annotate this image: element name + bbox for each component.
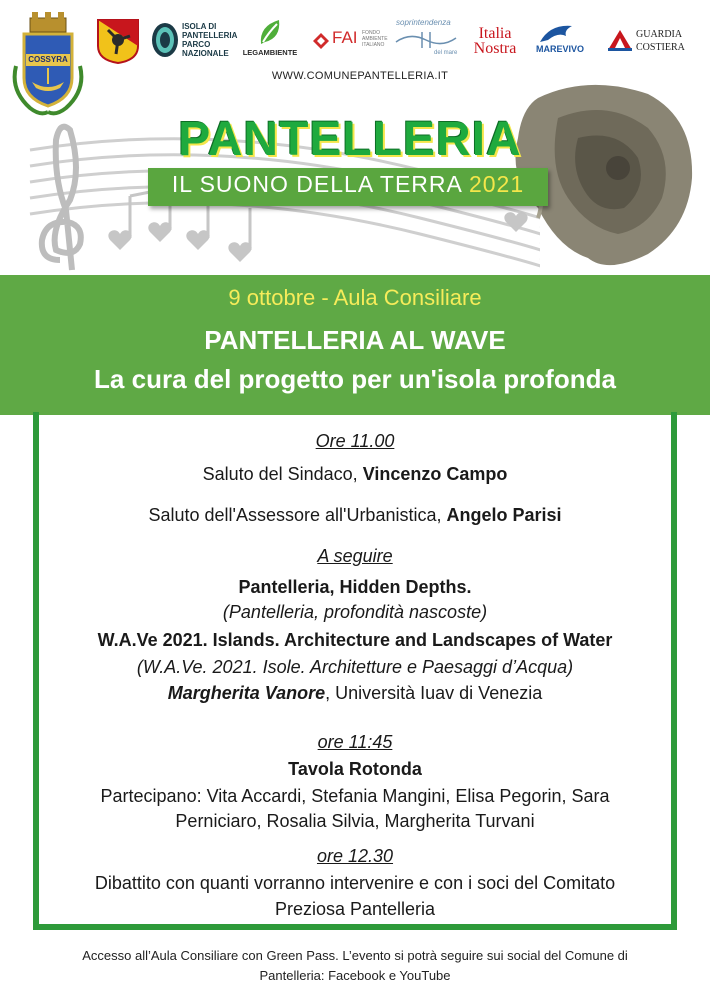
talk-title-2: W.A.Ve 2021. Islands. Architecture and Landscapes of Water — [97, 630, 613, 650]
program-time-following: A seguire — [317, 546, 393, 566]
fai-logo — [310, 26, 390, 56]
website-link[interactable]: WWW.COMUNEPANTELLERIA.IT — [271, 70, 449, 82]
event-header-band — [0, 275, 710, 415]
parco-label: ISOLA DI PANTELLERIA PARCO NAZIONALE — [182, 22, 238, 58]
talk-title-2-translation: (W.A.Ve. 2021. Isole. Architetture e Paesaggi d’Acqua) — [136, 657, 574, 677]
talk-title-1: Pantelleria, Hidden Depths. — [238, 577, 472, 597]
event-subheading: La cura del progetto per un'isola profonda — [94, 364, 616, 394]
legambiente-label: LEGAMBIENTE — [242, 48, 298, 57]
guardia-costiera-logo — [606, 24, 706, 58]
subtitle-year: 2021 — [468, 171, 525, 197]
soprintendenza-label: soprintendenza — [396, 18, 451, 27]
crest-label: COSSYRA — [28, 55, 68, 64]
subtitle-text: IL SUONO DELLA TERRA — [171, 171, 462, 197]
event-heading: PANTELLERIA AL WAVE — [204, 325, 506, 355]
page-title: PANTELLERIA — [178, 113, 522, 166]
fai-label: FAI — [332, 28, 358, 47]
logo-strip — [0, 0, 710, 70]
round-table-title: Tavola Rotonda — [288, 759, 422, 779]
talk-title-1-translation: (Pantelleria, profondità nascoste) — [222, 602, 488, 622]
fai-sublabel: FONDO AMBIENTE ITALIANO — [362, 30, 388, 48]
guardia-line1: GUARDIA — [636, 29, 683, 40]
speaker-affiliation: , Università Iuav di Venezia — [325, 683, 543, 703]
assessor-name: Angelo Parisi — [446, 505, 562, 525]
pantelleria-crest-logo — [8, 8, 88, 120]
subtitle — [148, 171, 548, 198]
greeting-assessor — [0, 505, 710, 526]
program-time-1230: ore 12.30 — [316, 846, 394, 866]
greeting-mayor — [0, 464, 710, 485]
legambiente-logo — [238, 18, 302, 60]
soprintendenza-mare-logo — [392, 18, 462, 60]
guardia-line2: COSTIERA — [636, 42, 685, 53]
greeting-mayor-text: Saluto del Sindaco, — [202, 464, 363, 484]
debate-line-2: Preziosa Pantelleria — [274, 899, 436, 919]
event-date-place: 9 ottobre - Aula Consiliare — [228, 285, 482, 310]
participants-line-1: Partecipano: Vita Accardi, Stefania Mangini, Elisa Pegorin, Sara — [100, 786, 610, 806]
italia-nostra-logo — [464, 26, 526, 60]
greeting-assessor-text: Saluto dell'Assessore all'Urbanistica, — [148, 505, 447, 525]
mayor-name: Vincenzo Campo — [362, 464, 508, 484]
sicily-region-logo — [96, 16, 140, 64]
debate-line-1: Dibattito con quanti vorranno intervenire e con i soci del Comitato — [94, 873, 616, 893]
speaker — [0, 683, 710, 704]
parco-nazionale-logo — [150, 18, 238, 62]
footer-line-2: Pantelleria: Facebook e YouTube — [259, 968, 451, 983]
program-time-1100: Ore 11.00 — [315, 431, 395, 451]
participants-line-2: Perniciaro, Rosalia Silvia, Margherita Turvani — [175, 811, 535, 831]
marevivo-logo — [530, 22, 602, 58]
italia-nostra-line2: Nostra — [473, 40, 517, 57]
speaker-name: Margherita Vanore — [167, 683, 326, 703]
footer-note — [20, 946, 690, 986]
italia-nostra-line1: Italia — [478, 25, 512, 42]
soprintendenza-sublabel: del mare — [434, 50, 458, 56]
marevivo-label: MAREVIVO — [536, 44, 585, 54]
subtitle-band — [148, 168, 548, 206]
footer-line-1: Accesso all’Aula Consiliare con Green Pass. L’evento si potrà seguire sui social del Comune di — [82, 948, 628, 963]
program-time-1145: ore 11:45 — [317, 732, 393, 752]
